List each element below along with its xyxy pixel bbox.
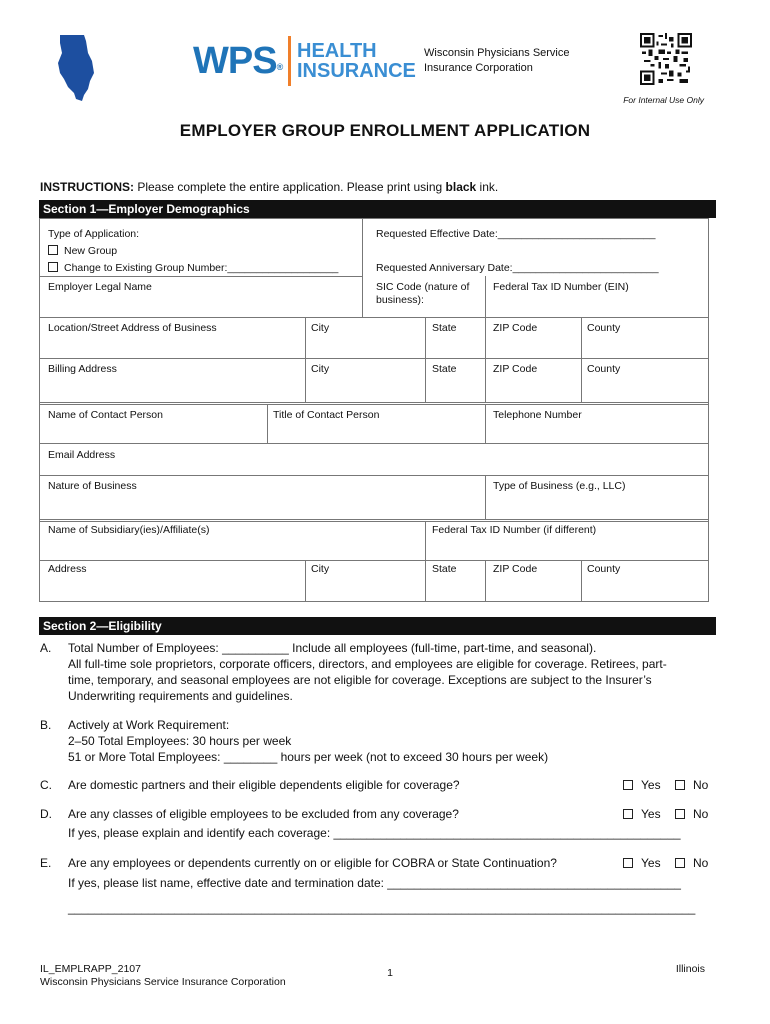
wps-logo: WPS® <box>193 40 283 82</box>
effective-date-field[interactable]: Requested Effective Date:___________________________ <box>376 228 656 240</box>
page-number: 1 <box>387 967 393 979</box>
question-a-label: A. <box>40 641 52 655</box>
telephone-field[interactable]: Telephone Number <box>493 409 582 421</box>
question-c-text: Are domestic partners and their eligible dependents eligible for coverage? <box>68 778 460 792</box>
instructions: INSTRUCTIONS: Please complete the entire application. Please print using black ink. <box>40 180 499 194</box>
section1-heading: Section 1—Employer Demographics <box>39 200 716 218</box>
cobra-list-field-line2[interactable]: ______________________________________________________________________________________________ <box>68 901 696 915</box>
company-name: Wisconsin Physicians Service Insurance Corporation <box>424 47 570 74</box>
employer-demographics-table <box>39 218 709 602</box>
question-e-yes-checkbox[interactable] <box>623 858 633 868</box>
billing-address-field[interactable]: Billing Address <box>48 363 117 375</box>
footer-left <box>40 963 286 989</box>
internal-use-label: For Internal Use Only <box>623 95 704 105</box>
question-b-label: B. <box>40 718 52 732</box>
question-c-no[interactable]: No <box>675 778 708 792</box>
billing-zip-field[interactable]: ZIP Code <box>493 363 538 375</box>
subsidiary-address-field[interactable]: Address <box>48 563 87 575</box>
location-address-field[interactable]: Location/Street Address of Business <box>48 322 217 334</box>
total-employees-field[interactable]: Total Number of Employees: __________ Include all employees (full-time, part-time, and seasonal). <box>68 641 597 655</box>
question-e-no-checkbox[interactable] <box>675 858 685 868</box>
contact-name-field[interactable]: Name of Contact Person <box>48 409 163 421</box>
question-d-yes[interactable]: Yes <box>623 807 661 821</box>
change-group-option[interactable]: Change to Existing Group Number:___________________ <box>48 262 338 275</box>
question-e-label: E. <box>40 856 52 870</box>
question-c-no-checkbox[interactable] <box>675 780 685 790</box>
change-group-checkbox[interactable] <box>48 262 58 272</box>
subsidiary-city-field[interactable]: City <box>311 563 330 575</box>
billing-state-field[interactable]: State <box>432 363 457 375</box>
subsidiary-tax-id-field[interactable]: Federal Tax ID Number (if different) <box>432 524 597 536</box>
question-c-yes[interactable]: Yes <box>623 778 661 792</box>
anniversary-date-field[interactable]: Requested Anniversary Date:_________________________ <box>376 262 659 274</box>
type-of-business-field[interactable]: Type of Business (e.g., LLC) <box>493 480 626 492</box>
page-title: EMPLOYER GROUP ENROLLMENT APPLICATION <box>179 121 591 140</box>
ein-field[interactable]: Federal Tax ID Number (EIN) <box>493 281 629 293</box>
sic-code-field[interactable]: SIC Code (nature of business): <box>376 281 470 306</box>
cobra-list-field[interactable]: If yes, please list name, effective date and termination date: ____________________________________________ <box>68 876 681 890</box>
location-county-field[interactable]: County <box>587 322 621 334</box>
question-e-no[interactable]: No <box>675 856 708 870</box>
billing-county-field[interactable]: County <box>587 363 621 375</box>
question-d-no[interactable]: No <box>675 807 708 821</box>
new-group-option[interactable]: New Group <box>48 245 117 258</box>
logo-divider <box>288 36 291 86</box>
billing-city-field[interactable]: City <box>311 363 330 375</box>
location-state-field[interactable]: State <box>432 322 457 334</box>
question-c-label: C. <box>40 778 52 792</box>
question-e: Are any employees or dependents currently on or eligible for COBRA or State Continuation? If yes, please list name, effective date and termination date: ____________________________________________ ______________________________________________________________________________________________ <box>68 855 708 916</box>
question-e-yes[interactable]: Yes <box>623 856 661 870</box>
contact-title-field[interactable]: Title of Contact Person <box>273 409 380 421</box>
question-b: Actively at Work Requirement: 2–50 Total Employees: 30 hours per week 51 or More Total Employees: ________ hours per week (not to exceed 30 hours per week) <box>68 717 708 765</box>
location-city-field[interactable]: City <box>311 322 330 334</box>
qr-code-icon <box>640 33 692 85</box>
question-d-yes-checkbox[interactable] <box>623 809 633 819</box>
question-d-label: D. <box>40 807 52 821</box>
footer-state: Illinois <box>675 963 705 975</box>
subsidiary-state-field[interactable]: State <box>432 563 457 575</box>
health-insurance-logo-text: HEALTH INSURANCE <box>297 40 416 82</box>
nature-of-business-field[interactable]: Nature of Business <box>48 480 137 492</box>
question-a: Total Number of Employees: __________ Include all employees (full-time, part-time, and seasonal). All full-time sole proprietors, corporate officers, directors, and employees are eligible for coverage. Retirees, part- time, temporary, and seasonal employees are not eligible for coverage. Exceptions are subject to the Insurer’s Underwriting requirements and guidelines. <box>68 640 708 704</box>
question-d: Are any classes of eligible employees to be excluded from any coverage? If yes, please explain and identify each coverage: ____________________________________________________ <box>68 806 708 841</box>
employer-legal-name-field[interactable]: Employer Legal Name <box>48 281 152 293</box>
question-d-no-checkbox[interactable] <box>675 809 685 819</box>
email-field[interactable]: Email Address <box>48 449 116 461</box>
exclusion-explain-field[interactable]: If yes, please explain and identify each coverage: ____________________________________________________ <box>68 826 681 840</box>
illinois-state-logo <box>54 33 96 103</box>
hours-per-week-field[interactable]: 51 or More Total Employees: ________ hours per week (not to exceed 30 hours per week) <box>68 750 549 764</box>
subsidiary-name-field[interactable]: Name of Subsidiary(ies)/Affiliate(s) <box>48 524 210 536</box>
location-zip-field[interactable]: ZIP Code <box>493 322 538 334</box>
section2-heading: Section 2—Eligibility <box>39 617 716 635</box>
new-group-checkbox[interactable] <box>48 245 58 255</box>
footer-company: Wisconsin Physicians Service Insurance Corporation <box>40 976 286 988</box>
type-of-application-label: Type of Application: <box>48 228 140 240</box>
subsidiary-county-field[interactable]: County <box>587 563 621 575</box>
subsidiary-zip-field[interactable]: ZIP Code <box>493 563 538 575</box>
form-id: IL_EMPLRAPP_2107 <box>40 963 141 975</box>
question-c-yes-checkbox[interactable] <box>623 780 633 790</box>
